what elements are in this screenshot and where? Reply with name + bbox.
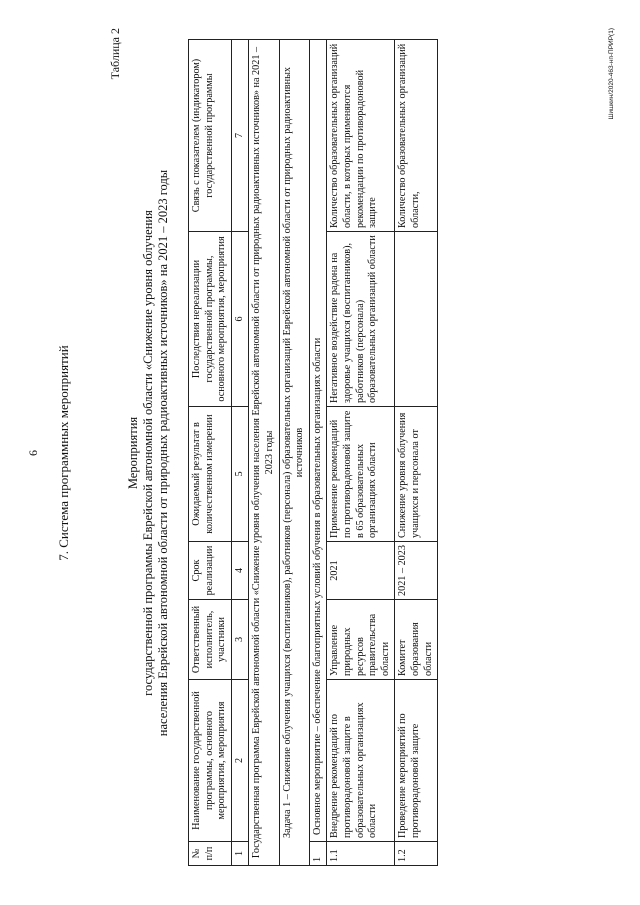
task-cell: Задача 1 – Снижение облучения учащихся (воспитанников), работников (персонала) образовательных организаций Еврейской автономной области от природных радиоактивных источников [279, 39, 309, 865]
title-line: населения Еврейской автономной области от природных радиоактивных источников» на 2021 – 2023 годы [156, 169, 170, 736]
column-number: 4 [231, 541, 249, 599]
table-title [126, 28, 171, 878]
column-number: 1 [231, 841, 249, 865]
rotated-page [20, 28, 620, 878]
consequence [395, 231, 438, 406]
expected-result: Снижение уровня облучения учащихся и персонала от [395, 406, 438, 541]
period: 2021 [327, 541, 395, 599]
program-row [249, 39, 279, 865]
table-header-row [189, 39, 232, 865]
header-cell: Связь с показателем (индикатором) государственной программы [189, 39, 232, 231]
program-cell: Государственная программа Еврейской автономной области «Снижение уровня облучения населения Еврейской автономной области от природных радиоактивных источников» на 2021 – 2023 годы [249, 39, 279, 865]
header-cell: Наименование государственной программы, основного мероприятия, мероприятия [189, 679, 232, 841]
column-number: 2 [231, 679, 249, 841]
column-number: 6 [231, 231, 249, 406]
main-event-row [309, 39, 327, 865]
column-number: 5 [231, 406, 249, 541]
table-row [327, 39, 395, 865]
row-number: 1 [309, 841, 327, 865]
consequence: Негативное воздействие радона на здоровье учащихся (воспитанников), работников (персонала) образовательных организаций области [327, 231, 395, 406]
indicator-link: Количество образовательных организаций области, [395, 39, 438, 231]
expected-result: Применение рекомендаций по противорадоновой защите в 65 образовательных организациях области [327, 406, 395, 541]
header-cell: № п/п [189, 841, 232, 865]
program-events-table [188, 39, 438, 866]
title-line: Мероприятия [126, 416, 140, 489]
column-number: 7 [231, 39, 249, 231]
footer-code: Шишкин/2020-463-нп-ПРИР(1) [608, 27, 615, 120]
event-name: Проведение мероприятий по противорадоновой защите [395, 679, 438, 841]
executor: Комитет образования области [395, 599, 438, 679]
row-number: 1.1 [327, 841, 395, 865]
table-row [395, 39, 438, 865]
period: 2021 – 2023 [395, 541, 438, 599]
header-cell: Последствия нереализации государственной программы, основного мероприятия, мероприятия [189, 231, 232, 406]
table-label: Таблица 2 [108, 27, 122, 79]
task-row [279, 39, 309, 865]
main-event-cell: Основное мероприятие – обеспечение благоприятных условий обучения в образовательных организациях области [309, 39, 327, 841]
column-number-row [231, 39, 249, 865]
page-number: 6 [26, 449, 40, 456]
indicator-link: Количество образовательных организаций области, в которых применяются рекомендации по противорадоновой защите [327, 39, 395, 231]
header-cell: Ответственный исполнитель, участники [189, 599, 232, 679]
row-number: 1.2 [395, 841, 438, 865]
title-line: государственной программы Еврейской автономной области «Снижение уровня облучения [141, 209, 155, 696]
header-cell: Ожидаемый результат в количественном измерении [189, 406, 232, 541]
column-number: 3 [231, 599, 249, 679]
header-cell: Срок реализации [189, 541, 232, 599]
executor: Управление природных ресурсов правительства области [327, 599, 395, 679]
event-name: Внедрение рекомендаций по противорадоновой защите в образовательных организациях области [327, 679, 395, 841]
section-title: 7. Система программных мероприятий [56, 344, 71, 561]
